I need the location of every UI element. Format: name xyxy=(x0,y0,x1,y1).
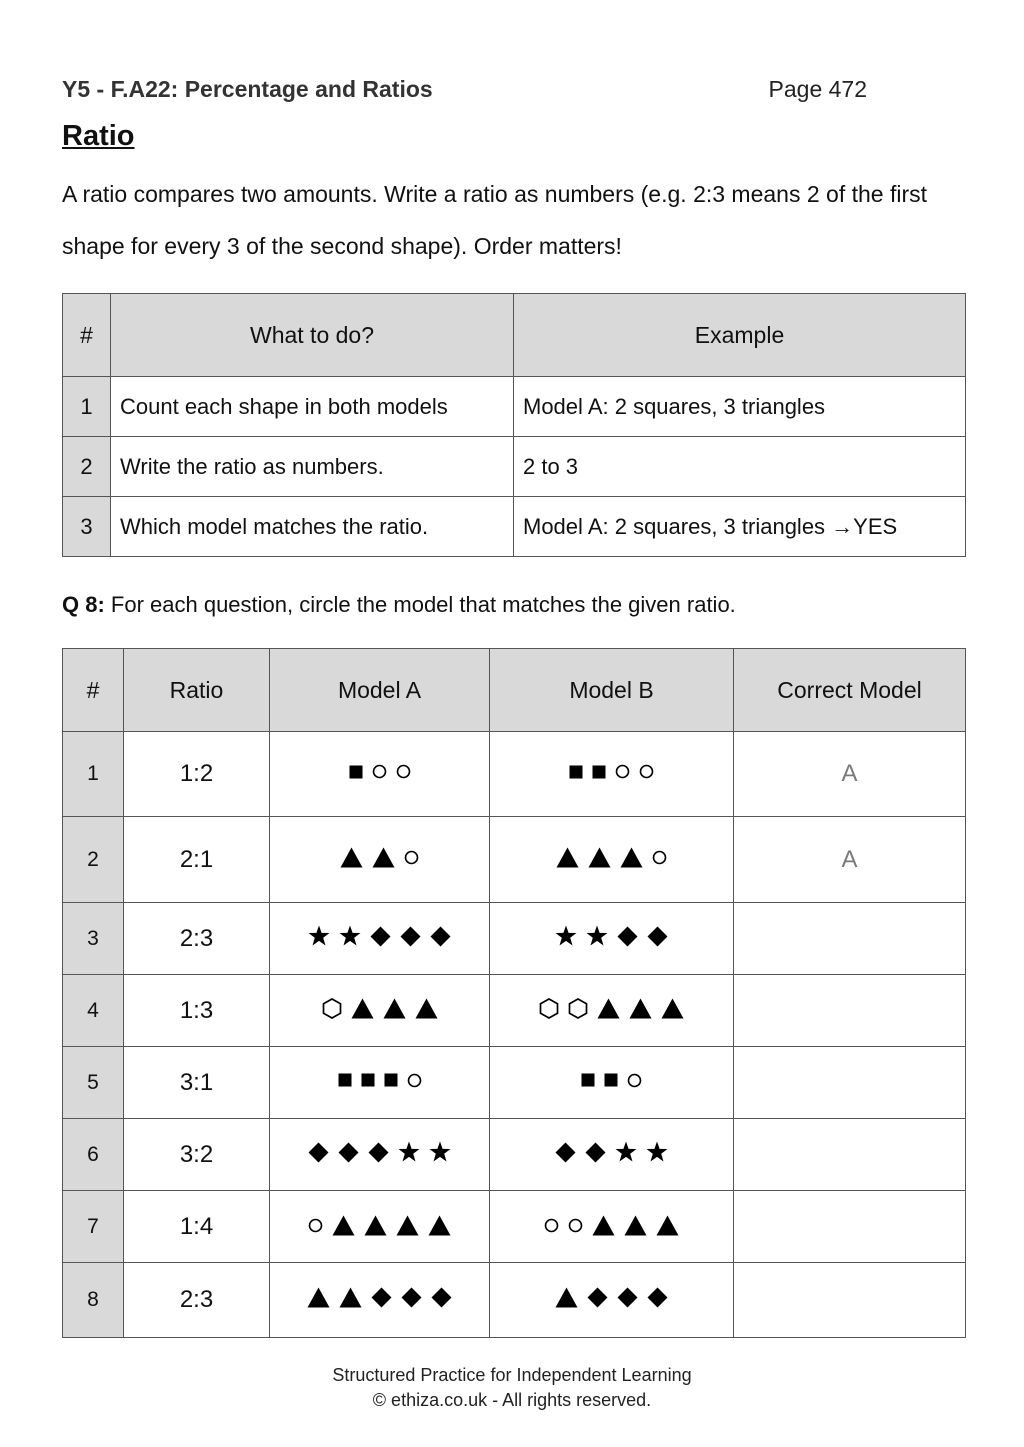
circle-icon xyxy=(407,1073,422,1088)
circle-icon xyxy=(615,764,630,779)
table-row xyxy=(63,817,966,903)
intro-text: A ratio compares two amounts. Write a ratio as numbers (e.g. 2:3 means 2 of the first shape for every 3 of the second shape). Order matters! xyxy=(62,181,928,259)
ratio-value: 1:2 xyxy=(124,732,270,817)
table-row xyxy=(63,1047,966,1119)
table-row xyxy=(63,975,966,1047)
triangle-icon xyxy=(624,1215,647,1236)
table-row xyxy=(63,903,966,975)
model-a-shapes xyxy=(308,1141,451,1163)
correct-model-answer[interactable]: A xyxy=(734,817,966,903)
diamond-icon xyxy=(431,1287,452,1308)
model-a-shapes xyxy=(340,847,419,868)
models-header-row xyxy=(63,649,966,732)
square-icon xyxy=(569,765,583,779)
diamond-icon xyxy=(400,926,421,947)
page-number: Page 472 xyxy=(768,76,867,102)
circle-icon xyxy=(627,1073,642,1088)
question-number: 7 xyxy=(63,1191,124,1263)
circle-icon xyxy=(372,764,387,779)
diamond-icon xyxy=(647,1287,668,1308)
model-a-cell[interactable] xyxy=(270,1119,490,1191)
triangle-icon xyxy=(629,998,652,1019)
question-label: Q 8: xyxy=(62,592,105,617)
model-b-cell[interactable] xyxy=(490,1119,734,1191)
triangle-icon xyxy=(556,847,579,868)
diamond-icon xyxy=(371,1287,392,1308)
steps-table xyxy=(62,293,966,557)
table-row xyxy=(63,497,966,557)
circle-icon xyxy=(639,764,654,779)
star-icon xyxy=(429,1141,451,1163)
star-icon xyxy=(398,1141,420,1163)
ratio-value: 3:2 xyxy=(124,1119,270,1191)
question-number: 5 xyxy=(63,1047,124,1119)
model-b-shapes xyxy=(544,1215,679,1236)
model-b-cell[interactable] xyxy=(490,732,734,817)
diamond-icon xyxy=(308,1142,329,1163)
circle-icon xyxy=(568,1218,583,1233)
correct-model-answer[interactable]: A xyxy=(734,732,966,817)
triangle-icon xyxy=(339,1287,362,1308)
triangle-icon xyxy=(340,847,363,868)
hexagon-icon xyxy=(539,998,559,1019)
diamond-icon xyxy=(401,1287,422,1308)
circle-icon xyxy=(544,1218,559,1233)
model-b-shapes xyxy=(555,1141,668,1163)
steps-header-num: # xyxy=(63,294,111,377)
star-icon xyxy=(339,925,361,947)
star-icon xyxy=(586,925,608,947)
question-number: 1 xyxy=(63,732,124,817)
model-a-shapes xyxy=(338,1073,422,1088)
triangle-icon xyxy=(383,998,406,1019)
triangle-icon xyxy=(372,847,395,868)
ratio-value: 1:3 xyxy=(124,975,270,1047)
step-example: 2 to 3 xyxy=(514,437,966,497)
steps-header-example: Example xyxy=(514,294,966,377)
step-example: Model A: 2 squares, 3 triangles xyxy=(514,377,966,437)
step-number: 1 xyxy=(63,377,111,437)
step-instruction: Write the ratio as numbers. xyxy=(111,437,514,497)
model-a-shapes xyxy=(349,764,411,779)
square-icon xyxy=(384,1073,398,1087)
model-b-cell[interactable] xyxy=(490,1047,734,1119)
star-icon xyxy=(308,925,330,947)
ratio-value: 2:3 xyxy=(124,903,270,975)
model-a-shapes xyxy=(308,925,451,947)
diamond-icon xyxy=(617,926,638,947)
ratio-value: 2:3 xyxy=(124,1263,270,1338)
circle-icon xyxy=(308,1218,323,1233)
model-b-shapes xyxy=(556,847,667,868)
model-a-shapes xyxy=(307,1287,452,1308)
square-icon xyxy=(361,1073,375,1087)
models-header-model-a: Model A xyxy=(270,649,490,732)
question-number: 8 xyxy=(63,1263,124,1338)
hexagon-icon xyxy=(568,998,588,1019)
model-b-shapes xyxy=(539,998,684,1019)
correct-model-answer[interactable] xyxy=(734,975,966,1047)
model-a-cell[interactable] xyxy=(270,1263,490,1338)
triangle-icon xyxy=(396,1215,419,1236)
triangle-icon xyxy=(588,847,611,868)
models-header-ratio: Ratio xyxy=(124,649,270,732)
star-icon xyxy=(615,1141,637,1163)
diamond-icon xyxy=(555,1142,576,1163)
circle-icon xyxy=(652,850,667,865)
circle-icon xyxy=(404,850,419,865)
triangle-icon xyxy=(332,1215,355,1236)
triangle-icon xyxy=(620,847,643,868)
table-row xyxy=(63,1191,966,1263)
correct-model-answer[interactable] xyxy=(734,1119,966,1191)
model-a-cell[interactable] xyxy=(270,975,490,1047)
models-header-model-b: Model B xyxy=(490,649,734,732)
models-header-correct: Correct Model xyxy=(734,649,966,732)
table-row xyxy=(63,732,966,817)
model-b-shapes xyxy=(581,1073,642,1088)
question-number: 6 xyxy=(63,1119,124,1191)
models-header-num: # xyxy=(63,649,124,732)
correct-model-answer[interactable] xyxy=(734,903,966,975)
question-number: 3 xyxy=(63,903,124,975)
ratio-value: 1:4 xyxy=(124,1191,270,1263)
model-b-cell[interactable] xyxy=(490,817,734,903)
triangle-icon xyxy=(428,1215,451,1236)
section-title: Ratio xyxy=(62,120,135,152)
ratio-value: 2:1 xyxy=(124,817,270,903)
models-table-body xyxy=(63,732,966,1338)
diamond-icon xyxy=(587,1287,608,1308)
model-b-shapes xyxy=(555,1287,668,1308)
question-prompt xyxy=(62,592,736,618)
triangle-icon xyxy=(592,1215,615,1236)
step-number: 3 xyxy=(63,497,111,557)
model-a-cell[interactable] xyxy=(270,817,490,903)
model-b-shapes xyxy=(569,764,654,779)
triangle-icon xyxy=(415,998,438,1019)
page-header xyxy=(62,76,867,106)
model-a-shapes xyxy=(322,998,438,1019)
square-icon xyxy=(604,1073,618,1087)
square-icon xyxy=(592,765,606,779)
model-a-cell[interactable] xyxy=(270,1047,490,1119)
correct-model-answer[interactable] xyxy=(734,1047,966,1119)
model-b-shapes xyxy=(555,925,668,947)
star-icon xyxy=(646,1141,668,1163)
diamond-icon xyxy=(338,1142,359,1163)
square-icon xyxy=(338,1073,352,1087)
correct-model-answer[interactable] xyxy=(734,1191,966,1263)
triangle-icon xyxy=(351,998,374,1019)
square-icon xyxy=(581,1073,595,1087)
diamond-icon xyxy=(430,926,451,947)
table-row xyxy=(63,1263,966,1338)
triangle-icon xyxy=(656,1215,679,1236)
diamond-icon xyxy=(617,1287,638,1308)
diamond-icon xyxy=(368,1142,389,1163)
triangle-icon xyxy=(555,1287,578,1308)
models-table xyxy=(62,648,966,1338)
correct-model-answer[interactable] xyxy=(734,1263,966,1338)
steps-header-row xyxy=(63,294,966,377)
model-a-cell[interactable] xyxy=(270,732,490,817)
footer-tagline: Structured Practice for Independent Learning xyxy=(332,1365,692,1385)
model-b-cell[interactable] xyxy=(490,1263,734,1338)
triangle-icon xyxy=(364,1215,387,1236)
step-number: 2 xyxy=(63,437,111,497)
diamond-icon xyxy=(647,926,668,947)
step-example: Model A: 2 squares, 3 triangles →YES xyxy=(514,497,966,557)
model-a-cell[interactable] xyxy=(270,903,490,975)
page-footer xyxy=(0,1363,1024,1413)
worksheet-code: Y5 - F.A22: Percentage and Ratios xyxy=(62,76,433,102)
model-b-cell[interactable] xyxy=(490,903,734,975)
circle-icon xyxy=(396,764,411,779)
step-instruction: Which model matches the ratio. xyxy=(111,497,514,557)
square-icon xyxy=(349,765,363,779)
diamond-icon xyxy=(585,1142,606,1163)
model-a-shapes xyxy=(308,1215,451,1236)
model-b-cell[interactable] xyxy=(490,975,734,1047)
triangle-icon xyxy=(307,1287,330,1308)
table-row xyxy=(63,377,966,437)
step-instruction: Count each shape in both models xyxy=(111,377,514,437)
triangle-icon xyxy=(597,998,620,1019)
star-icon xyxy=(555,925,577,947)
steps-header-what: What to do? xyxy=(111,294,514,377)
table-row xyxy=(63,437,966,497)
hexagon-icon xyxy=(322,998,342,1019)
footer-copyright: © ethiza.co.uk - All rights reserved. xyxy=(372,1390,652,1410)
table-row xyxy=(63,1119,966,1191)
model-b-cell[interactable] xyxy=(490,1191,734,1263)
ratio-value: 3:1 xyxy=(124,1047,270,1119)
question-number: 2 xyxy=(63,817,124,903)
question-number: 4 xyxy=(63,975,124,1047)
question-text: For each question, circle the model that matches the given ratio. xyxy=(104,592,736,617)
triangle-icon xyxy=(661,998,684,1019)
diamond-icon xyxy=(370,926,391,947)
model-a-cell[interactable] xyxy=(270,1191,490,1263)
